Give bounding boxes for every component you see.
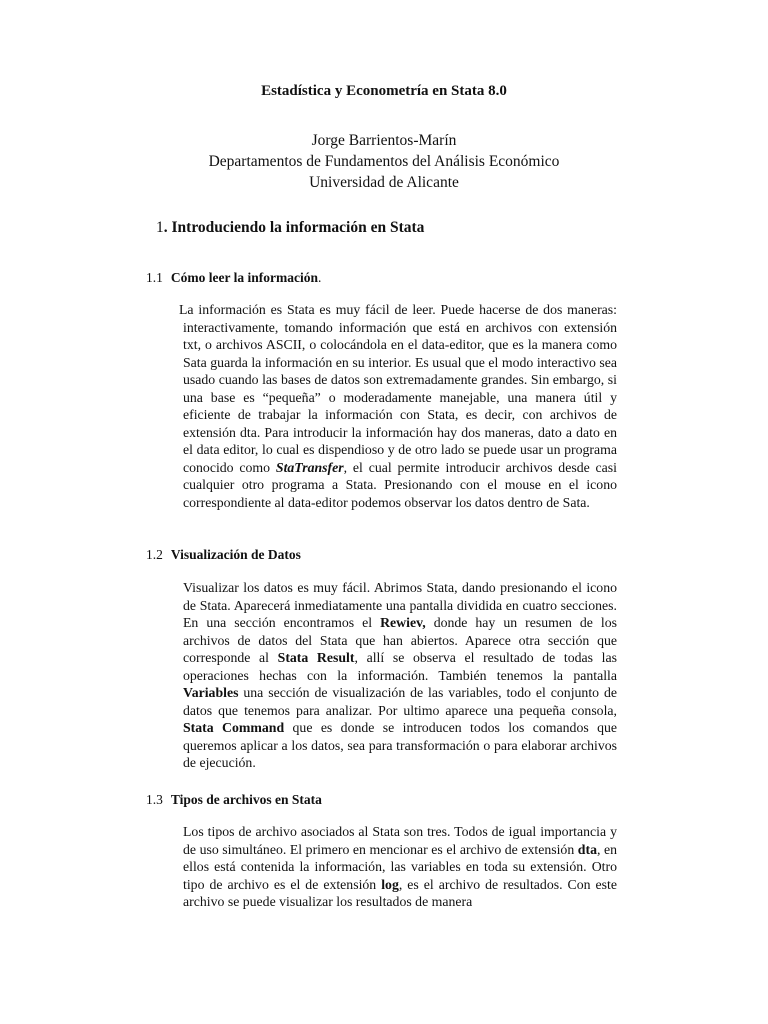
paragraph-text: una sección de visualización de las variables, todo el conjunto de datos que tenemos para analizar. Por ultimo aparece una pequeña consola, [183,685,617,718]
subsection-heading-1-3 [146,792,322,808]
subsection-number: 1.2 [146,547,163,562]
paragraph-text: La información es Stata es muy fácil de leer. Puede hacerse de dos maneras: interactivamente, tomando información que está en archivos con extensión txt, o archivos ASCII, o colocándola en el data-editor, que es la manera como Sata guarda la información en su interior. Es usual que el modo interactivo sea usado cuando las bases de datos son extremadamente grandes. Sin embargo, si una base es “pequeña” o moderadamente manejable, una manera útil y eficiente de trabajar la información con Stata, es decir, con archivos de extensión dta. Para introducir la información hay dos maneras, dato a dato en el data editor, lo cual es dispendioso y de otro lado se puede usar un programa conocido como [179,302,617,475]
subsection-number: 1.1 [146,270,163,285]
emphasized-term: Rewiev, [380,615,426,630]
paragraph-text: , allí se observa el resultado de todas las operaciones hechas con la información. También tenemos la pantalla [183,650,617,683]
subsection-title-suffix: . [317,270,322,285]
subsection-title: Cómo leer la información [170,270,318,285]
paragraph-text: que es donde se introducen todos los comandos que queremos aplicar a los datos, sea para transformación o para elaborar archivos de ejecución. [183,720,618,770]
paragraph-text: , es el archivo de resultados. Con este archivo se puede visualizar los resultados de manera [183,876,617,909]
paragraph-text: , en ellos está contenida la información, las variables en toda su extensión. Otro tipo de archivo es el de extensión [183,841,617,892]
emphasized-term: dta [577,841,597,857]
emphasized-term: StaTransfer [275,459,344,475]
paragraph-text: Los tipos de archivo asociados al Stata son tres. Todos de igual importancia y de uso simultáneo. El primero en mencionar es el archivo de extensión [183,824,617,857]
author-block [0,130,768,193]
subsection-number: 1.3 [146,792,163,807]
paragraph-text: donde hay un resumen de los archivos de datos del Stata que han abiertos. Aparece otra sección que corresponde al [183,615,617,665]
paragraph-1-2 [183,579,617,772]
emphasized-term: Stata Result [277,650,355,665]
section-title: . Introduciendo la información en Stata [163,219,425,236]
paragraph-text: Visualizar los datos es muy fácil. Abrimos Stata, dando presionando el icono de Stata. Aparecerá inmediatamente una pantalla dividida en cuatro secciones. En una sección encontramos el [183,580,617,630]
paragraph-1-1 [179,301,618,511]
paragraph-text: , el cual permite introducir archivos desde casi cualquier otro programa a Stata. Presionando con el mouse en el icono correspondiente al data-editor podemos observar los datos dentro de Sata. [183,459,618,510]
paragraph-1-3 [183,823,617,911]
emphasized-term: log [381,876,399,892]
author-name: Jorge Barrientos-Marín [311,132,457,149]
subsection-heading-1-1 [146,270,321,286]
subsection-heading-1-2 [146,547,301,563]
author-university: Universidad de Alicante [309,174,459,191]
emphasized-term: Variables [183,685,239,700]
emphasized-term: Stata Command [183,720,285,735]
section-number: 1 [156,219,164,236]
author-department: Departamentos de Fundamentos del Análisis Económico [208,153,560,170]
section-heading [156,219,424,237]
document-title: Estadística y Econometría en Stata 8.0 [261,83,507,99]
subsection-title: Visualización de Datos [170,547,301,562]
subsection-title: Tipos de archivos en Stata [170,792,322,807]
